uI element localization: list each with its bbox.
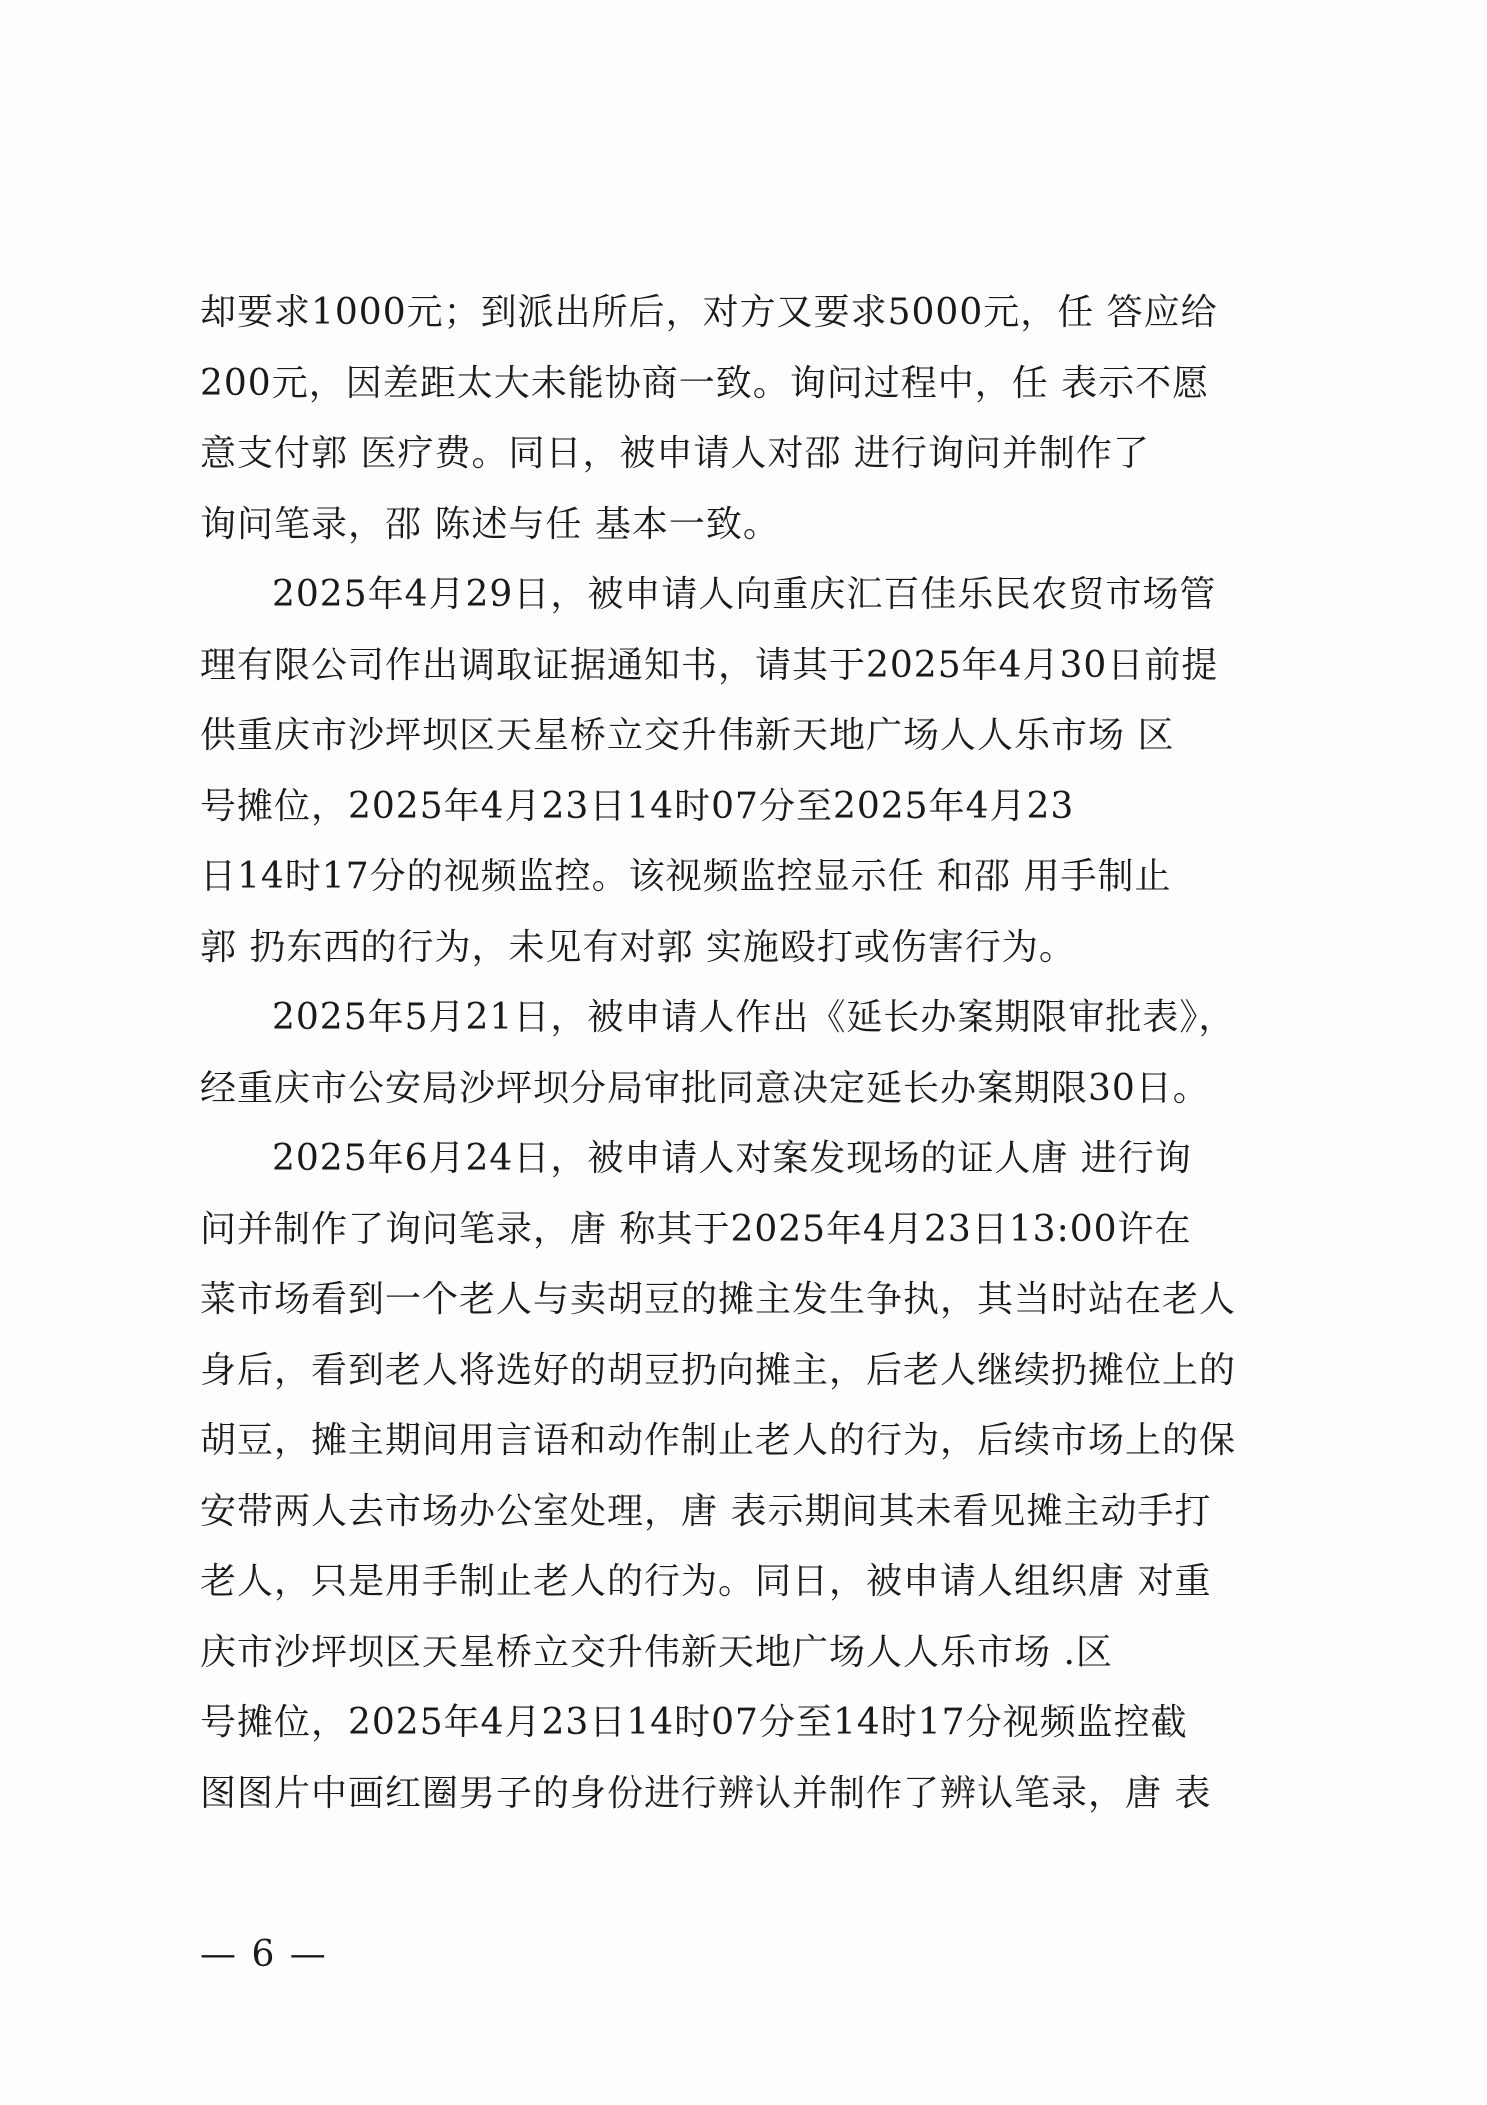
text-line: 200元，因差距太大未能协商一致。询问过程中，任 表示不愿: [200, 362, 1210, 404]
text-line: 2025年6月24日，被申请人对案发现场的证人唐 进行询: [272, 1138, 1192, 1179]
text-line: 号摊位，2025年4月23日14时07分至2025年4月23: [200, 785, 1075, 827]
text-line: 庆市沙坪坝区天星桥立交升伟新天地广场人人乐市场 .区: [200, 1631, 1113, 1673]
text-line: 号摊位，2025年4月23日14时07分至14时17分视频监控截: [200, 1702, 1188, 1743]
text-line: 2025年5月21日，被申请人作出《延长办案期限审批表》，: [272, 997, 1236, 1038]
text-line: 询问笔录，邵 陈述与任 基本一致。: [200, 503, 780, 545]
text-line: 2025年4月29日，被申请人向重庆汇百佳乐民农贸市场管: [272, 574, 1217, 615]
text-line: 胡豆，摊主期间用言语和动作制止老人的行为，后续市场上的保: [200, 1420, 1237, 1461]
page-number: — 6 —: [200, 1934, 328, 1975]
text-line: 经重庆市公安局沙坪坝分局审批同意决定延长办案期限30日。: [200, 1067, 1210, 1109]
text-line: 菜市场看到一个老人与卖胡豆的摊主发生争执，其当时站在老人: [200, 1279, 1237, 1320]
text-line: 郭 扔东西的行为，未见有对郭 实施殴打或伤害行为。: [200, 926, 1076, 968]
text-line: 理有限公司作出调取证据通知书，请其于2025年4月30日前提: [200, 644, 1219, 686]
text-line: 问并制作了询问笔录，唐 称其于2025年4月23日13:00许在: [200, 1208, 1192, 1250]
text-line: 老人，只是用手制止老人的行为。同日，被申请人组织唐 对重: [200, 1561, 1212, 1602]
text-line: 却要求1000元；到派出所后，对方又要求5000元，任 答应给: [200, 292, 1218, 333]
text-line: 意支付郭 医疗费。同日，被申请人对邵 进行询问并制作了: [200, 433, 1150, 474]
text-line: 日14时17分的视频监控。该视频监控显示任 和邵 用手制止: [200, 856, 1172, 897]
text-line: 身后，看到老人将选好的胡豆扔向摊主，后老人继续扔摊位上的: [200, 1349, 1237, 1391]
text-line: 安带两人去市场办公室处理，唐 表示期间其未看见摊主动手打: [200, 1490, 1212, 1532]
body-text: [200, 278, 1302, 1829]
text-line: 供重庆市沙坪坝区天星桥立交升伟新天地广场人人乐市场 区: [200, 715, 1175, 756]
text-line: 图图片中画红圈男子的身份进行辨认并制作了辨认笔录，唐 表: [200, 1772, 1212, 1814]
